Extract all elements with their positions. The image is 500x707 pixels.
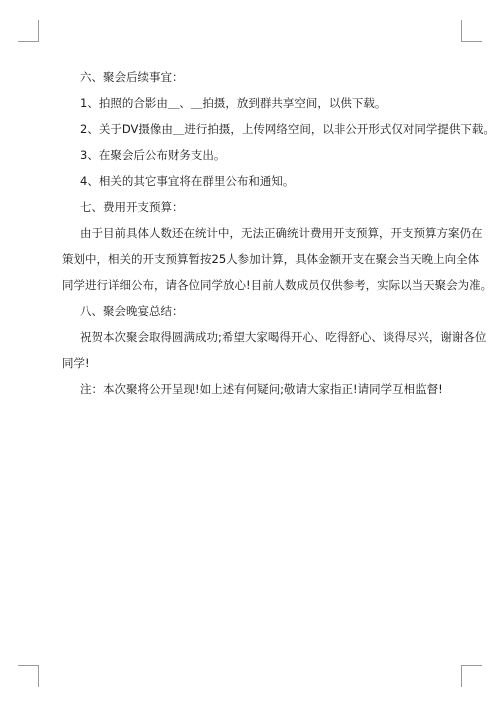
section-heading-budget: 七、费用开支预算：: [80, 200, 184, 214]
crop-mark-top-left: [18, 41, 39, 42]
crop-mark-bottom-left: [38, 665, 39, 687]
list-item: 2、关于DV摄像由＿进行拍摄，上传网络空间，以非公开形式仅对同学提供下载。: [80, 122, 495, 136]
crop-mark-top-left: [38, 20, 39, 42]
paragraph-line: 祝贺本次聚会取得圆满成功;希望大家喝得开心、吃得舒心、谈得尽兴，谢谢各位: [80, 330, 487, 344]
paragraph-line: 同学!: [62, 356, 90, 370]
document-body: [62, 64, 495, 402]
closing-note: 注：本次聚将公开呈现!如上述有何疑问;敬请大家指正!请同学互相监督!: [80, 382, 443, 396]
list-item: 4、相关的其它事宜将在群里公布和通知。: [80, 174, 295, 188]
crop-mark-bottom-left: [18, 665, 39, 666]
section-heading-summary: 八、聚会晚宴总结：: [80, 304, 184, 318]
paragraph-line: 由于目前具体人数还在统计中，无法正确统计费用开支预算，开支预算方案仍在: [80, 226, 483, 240]
paragraph-line: 同学进行详细公布，请各位同学放心!目前人数成员仅供参考，实际以当天聚会为准。: [62, 278, 493, 292]
list-item: 1、拍照的合影由＿、＿拍摄，放到群共享空间，以供下载。: [80, 96, 387, 110]
section-heading-followup: 六、聚会后续事宜：: [80, 70, 184, 84]
list-item: 3、在聚会后公布财务支出。: [80, 148, 226, 162]
crop-mark-top-right: [461, 41, 482, 42]
crop-mark-bottom-right: [461, 665, 482, 666]
paragraph-line: 策划中，相关的开支预算暂按25人参加计算，具体金额开支在聚会当天晚上向全体: [62, 252, 480, 266]
crop-mark-top-right: [461, 20, 462, 42]
crop-mark-bottom-right: [461, 665, 462, 687]
